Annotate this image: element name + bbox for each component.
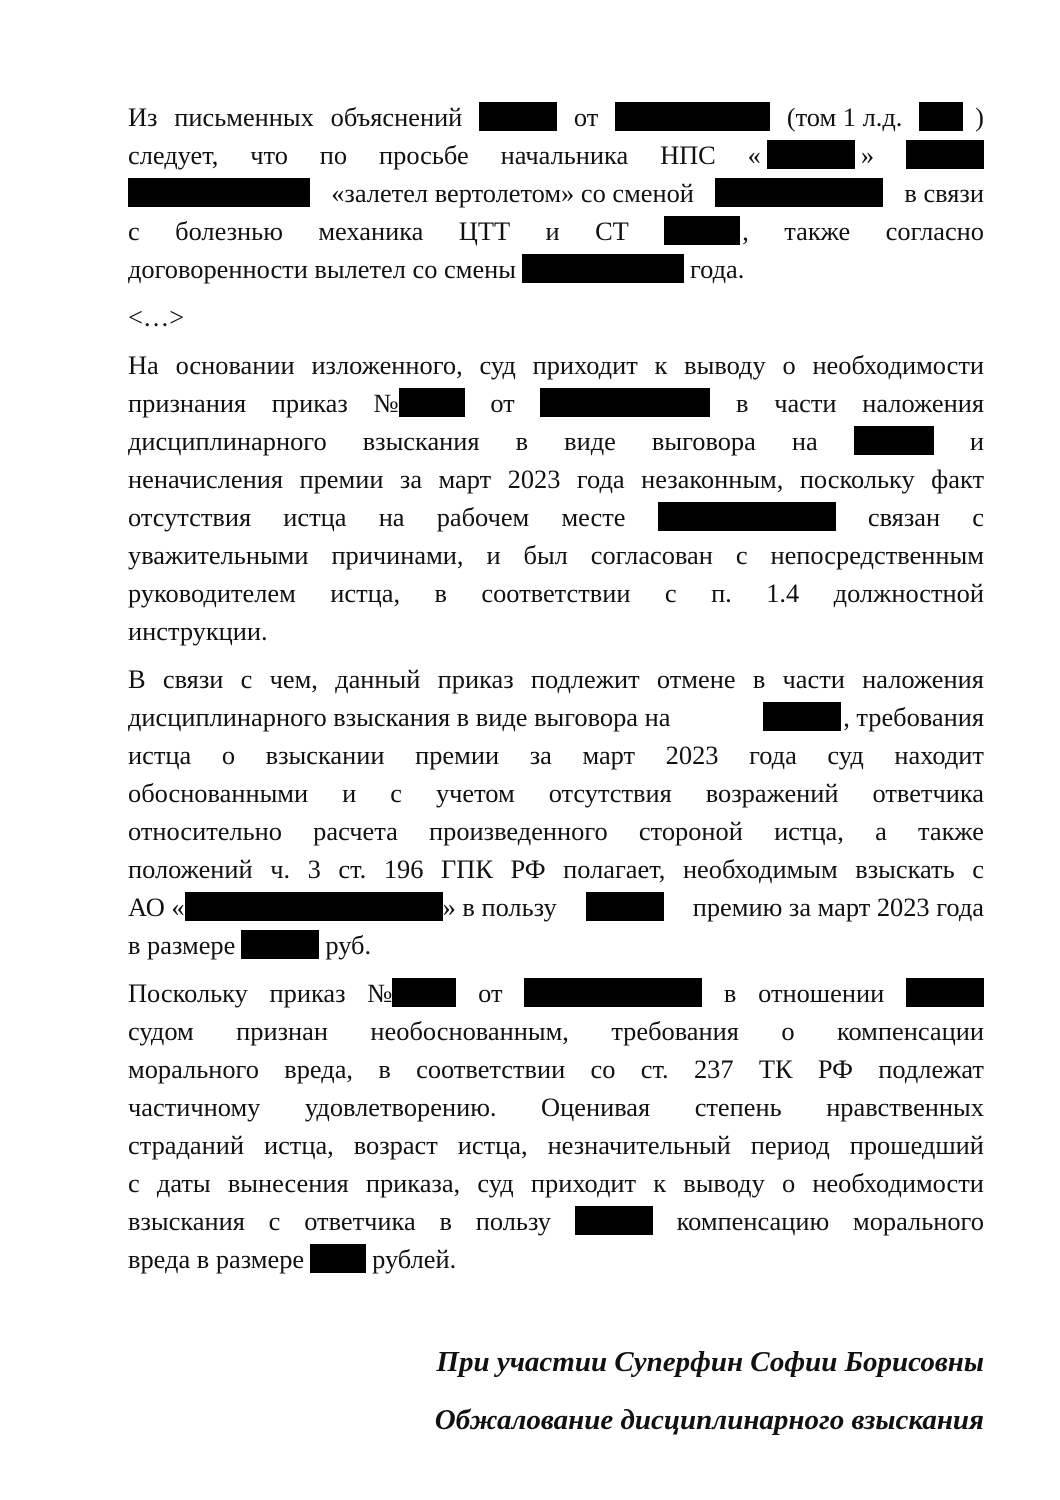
case-topic: Обжалование дисциплинарного взыскания xyxy=(434,1404,984,1436)
word: с xyxy=(972,502,984,532)
word: на xyxy=(378,502,405,532)
text-line xyxy=(128,98,984,136)
word: и xyxy=(486,540,501,570)
word: с xyxy=(972,854,984,884)
redaction-block xyxy=(615,102,770,131)
word: судом xyxy=(128,1016,194,1046)
word: приказ xyxy=(269,978,346,1008)
word: к xyxy=(653,1168,667,1198)
redaction-block xyxy=(586,892,664,921)
word: вынесения xyxy=(227,1168,349,1198)
word: наложения xyxy=(862,388,984,418)
document-body xyxy=(128,98,984,1278)
word: НПС xyxy=(660,140,716,170)
word: ЦТТ xyxy=(458,216,511,246)
word: необходимости xyxy=(812,350,984,380)
word: изложенного, xyxy=(311,350,463,380)
word: 237 xyxy=(693,1054,734,1084)
word: года xyxy=(749,740,797,770)
text-line xyxy=(128,498,984,536)
word: В xyxy=(128,664,146,694)
word: выводу xyxy=(684,350,766,380)
word: » в пользу xyxy=(442,892,557,922)
text-line xyxy=(128,660,984,698)
word: № xyxy=(367,978,393,1008)
word: связан xyxy=(867,502,941,532)
word: с xyxy=(240,664,253,694)
word: возражений xyxy=(705,778,839,808)
word: механика xyxy=(318,216,424,246)
word: 2023 xyxy=(507,464,561,494)
text-line xyxy=(128,1240,984,1278)
word: с xyxy=(128,216,140,246)
text-line xyxy=(128,1088,984,1126)
word: Из xyxy=(128,102,158,132)
paragraph-2 xyxy=(128,346,984,650)
word: от xyxy=(490,388,515,418)
word: ) xyxy=(975,102,984,132)
word: дисциплинарного взыскания в виде выговора на xyxy=(128,702,671,732)
paragraph-3 xyxy=(128,660,984,964)
word: Оценивая xyxy=(541,1092,651,1122)
word: признан xyxy=(236,1016,328,1046)
word: пользу xyxy=(475,1206,552,1236)
word: относительно xyxy=(128,816,282,846)
word: ч. xyxy=(270,854,291,884)
text-line xyxy=(128,1050,984,1088)
text-line xyxy=(128,1126,984,1164)
word: причинами, xyxy=(331,540,464,570)
word: отмене xyxy=(656,664,736,694)
word: истца xyxy=(128,740,192,770)
text-line xyxy=(128,460,984,498)
word: удовлетворению. xyxy=(304,1092,497,1122)
word: о xyxy=(781,1168,796,1198)
word: 1.4 xyxy=(766,578,800,608)
word: истца, xyxy=(774,816,844,846)
word: был xyxy=(523,540,568,570)
word: факт xyxy=(931,464,984,494)
word: отношении xyxy=(758,978,885,1008)
text-line xyxy=(128,850,984,888)
word: № xyxy=(373,388,399,418)
text-line xyxy=(128,346,984,384)
text-line: инструкции. xyxy=(128,616,268,646)
word: с xyxy=(664,578,677,608)
text-line xyxy=(128,698,984,736)
word: и xyxy=(342,778,357,808)
word: и xyxy=(969,426,984,456)
word: необоснованным, xyxy=(370,1016,569,1046)
word: премию за март 2023 года xyxy=(692,892,984,922)
word: компенсации xyxy=(837,1016,984,1046)
word: выводу xyxy=(683,1168,765,1198)
word: и xyxy=(545,216,560,246)
word: истца, xyxy=(330,578,401,608)
word: отсутствия xyxy=(128,502,252,532)
word: руководителем xyxy=(128,578,296,608)
word: прошедший xyxy=(849,1130,984,1160)
word: на xyxy=(791,426,818,456)
word: взыскании xyxy=(265,740,385,770)
participation-note: При участии Суперфин Софии Борисовны xyxy=(436,1346,984,1378)
word: подлежит xyxy=(530,664,640,694)
word: связи xyxy=(162,664,224,694)
word: согласован xyxy=(590,540,713,570)
word: необходимости xyxy=(812,1168,984,1198)
word: в xyxy=(752,664,766,694)
word: в xyxy=(723,978,737,1008)
word: взыскания xyxy=(128,1206,245,1236)
word: необходимым xyxy=(682,854,838,884)
word: положений xyxy=(128,854,253,884)
word: 196 xyxy=(383,854,424,884)
word: также xyxy=(918,816,984,846)
redaction-block xyxy=(399,388,465,417)
word: части xyxy=(782,664,845,694)
word: от xyxy=(573,102,599,132)
redaction-block xyxy=(392,978,456,1007)
text-line xyxy=(128,774,984,812)
text-line xyxy=(128,174,984,212)
word: обоснованными xyxy=(128,778,309,808)
word: виде xyxy=(564,426,616,456)
word: соответствии xyxy=(481,578,631,608)
word: должностной xyxy=(833,578,984,608)
redaction-block xyxy=(522,254,684,283)
redaction-block xyxy=(854,426,934,455)
word: незначительный xyxy=(547,1130,731,1160)
word: находит xyxy=(894,740,984,770)
text-line xyxy=(128,422,984,460)
word: расчета xyxy=(313,816,398,846)
text-line xyxy=(128,736,984,774)
word: приходит xyxy=(532,350,638,380)
word: части xyxy=(774,388,837,418)
word: РФ xyxy=(510,854,546,884)
word: суд xyxy=(827,740,864,770)
word: за xyxy=(529,740,552,770)
word: основании xyxy=(175,350,295,380)
word: руб. xyxy=(325,930,372,960)
word: взыскать xyxy=(855,854,955,884)
word: истца xyxy=(283,502,347,532)
word: суд xyxy=(477,1168,514,1198)
word: вреда в размере xyxy=(128,1244,305,1274)
word: частичному xyxy=(128,1092,261,1122)
word: приходит xyxy=(530,1168,637,1198)
redaction-block xyxy=(664,216,740,245)
redaction-block xyxy=(906,978,984,1007)
word: в xyxy=(378,1054,391,1084)
text-line xyxy=(128,250,984,288)
redaction-block xyxy=(540,388,710,417)
word: возраст xyxy=(353,1130,438,1160)
text-line xyxy=(128,1202,984,1240)
word: в связи xyxy=(904,178,984,208)
word: начальника xyxy=(500,140,629,170)
text-line xyxy=(128,926,984,964)
word: п. xyxy=(711,578,732,608)
word: даты xyxy=(156,1168,211,1198)
text-line xyxy=(128,536,984,574)
word: произведенного xyxy=(429,816,608,846)
word: чем, xyxy=(269,664,318,694)
word: рабочем xyxy=(436,502,530,532)
word: , xyxy=(742,216,749,246)
text-line xyxy=(128,888,984,926)
word: истца, xyxy=(263,1130,334,1160)
word: выговора xyxy=(651,426,756,456)
word: подлежат xyxy=(878,1054,984,1084)
word: взыскания xyxy=(362,426,480,456)
word: ответчика xyxy=(304,1206,416,1236)
word: ГПК xyxy=(441,854,493,884)
redaction-block xyxy=(185,892,443,921)
word: о xyxy=(782,350,796,380)
redaction-block xyxy=(763,702,841,731)
word: отсутствия xyxy=(548,778,672,808)
word: РФ xyxy=(817,1054,853,1084)
text-line xyxy=(128,212,984,250)
text-line xyxy=(128,812,984,850)
word: (том 1 л.д. xyxy=(786,102,903,132)
redaction-block xyxy=(658,502,836,531)
word: 3 xyxy=(307,854,321,884)
word: Поскольку xyxy=(128,978,248,1008)
word: премии xyxy=(299,464,384,494)
word: наложения xyxy=(862,664,984,694)
word: что xyxy=(250,140,288,170)
word: в xyxy=(515,426,529,456)
text-line xyxy=(128,384,984,422)
word: « xyxy=(747,140,761,170)
paragraph-4 xyxy=(128,974,984,1278)
word: ТК xyxy=(758,1054,793,1084)
text-line xyxy=(128,574,984,612)
word: объяснений xyxy=(330,102,463,132)
word: данный xyxy=(335,664,421,694)
redaction-block xyxy=(906,140,984,169)
text-line xyxy=(128,136,984,174)
redaction-block xyxy=(524,978,702,1007)
word: суд xyxy=(479,350,516,380)
word: требования xyxy=(611,1016,739,1046)
word: учетом xyxy=(435,778,515,808)
word: месте xyxy=(561,502,626,532)
redaction-block xyxy=(715,178,883,207)
text-line xyxy=(128,974,984,1012)
word: «залетел вертолетом» со сменой xyxy=(331,178,694,208)
redaction-block xyxy=(128,178,310,207)
word: нравственных xyxy=(826,1092,984,1122)
word: от xyxy=(478,978,503,1008)
word: в xyxy=(439,1206,452,1236)
word: уважительными xyxy=(128,540,309,570)
word: приказ xyxy=(437,664,514,694)
word: На xyxy=(128,350,159,380)
word: а xyxy=(875,816,887,846)
word: следует, xyxy=(128,140,219,170)
word: вреда, xyxy=(284,1054,354,1084)
word: также xyxy=(784,216,851,246)
word: ст. xyxy=(640,1054,669,1084)
word: ст. xyxy=(338,854,367,884)
word: морального xyxy=(853,1206,984,1236)
word: с xyxy=(735,540,748,570)
word: страданий xyxy=(128,1130,244,1160)
word: период xyxy=(750,1130,830,1160)
word: неначисления xyxy=(128,464,283,494)
word: в размере xyxy=(128,930,236,960)
word: истца, xyxy=(457,1130,528,1160)
word: ответчика xyxy=(872,778,984,808)
redaction-block xyxy=(767,140,855,169)
word: признания xyxy=(128,388,247,418)
word: года. xyxy=(690,254,745,284)
word: согласно xyxy=(885,216,984,246)
word: незаконным, xyxy=(641,464,784,494)
word: дисциплинарного xyxy=(128,426,327,456)
word: морального xyxy=(128,1054,259,1084)
word: в xyxy=(736,388,749,418)
word: приказа, xyxy=(365,1168,461,1198)
redaction-block xyxy=(919,102,963,131)
word: с xyxy=(268,1206,281,1236)
word: полагает, xyxy=(563,854,666,884)
word: рублей. xyxy=(372,1244,457,1274)
word: компенсацию xyxy=(676,1206,830,1236)
word: по xyxy=(319,140,348,170)
redaction-block xyxy=(479,102,557,131)
word: за xyxy=(399,464,423,494)
redaction-block xyxy=(575,1206,653,1235)
paragraph-1 xyxy=(128,98,984,288)
word: с xyxy=(128,1168,140,1198)
word: приказ xyxy=(271,388,348,418)
text-line xyxy=(128,1012,984,1050)
word: СТ xyxy=(595,216,629,246)
text-line xyxy=(128,1164,984,1202)
word: письменных xyxy=(174,102,314,132)
word: АО « xyxy=(128,892,185,922)
redaction-block xyxy=(310,1244,366,1273)
word: непосредственным xyxy=(770,540,984,570)
word: премии xyxy=(415,740,500,770)
word: к xyxy=(654,350,668,380)
word: март xyxy=(438,464,492,494)
redaction-block xyxy=(241,930,319,959)
word: просьбе xyxy=(379,140,469,170)
word: с xyxy=(390,778,402,808)
word: степень xyxy=(694,1092,782,1122)
word: договоренности вылетел со смены xyxy=(128,254,517,284)
word: март xyxy=(582,740,636,770)
word: болезнью xyxy=(175,216,283,246)
word: поскольку xyxy=(799,464,915,494)
ellipsis-marker: <…> xyxy=(128,302,185,332)
word: в xyxy=(434,578,447,608)
word: о xyxy=(781,1016,795,1046)
word: со xyxy=(590,1054,616,1084)
word: стороной xyxy=(638,816,743,846)
word: 2023 xyxy=(665,740,719,770)
word: года xyxy=(576,464,625,494)
word: соответствии xyxy=(416,1054,566,1084)
word: о xyxy=(221,740,236,770)
word: , требования xyxy=(843,702,984,732)
word: » xyxy=(860,140,875,170)
